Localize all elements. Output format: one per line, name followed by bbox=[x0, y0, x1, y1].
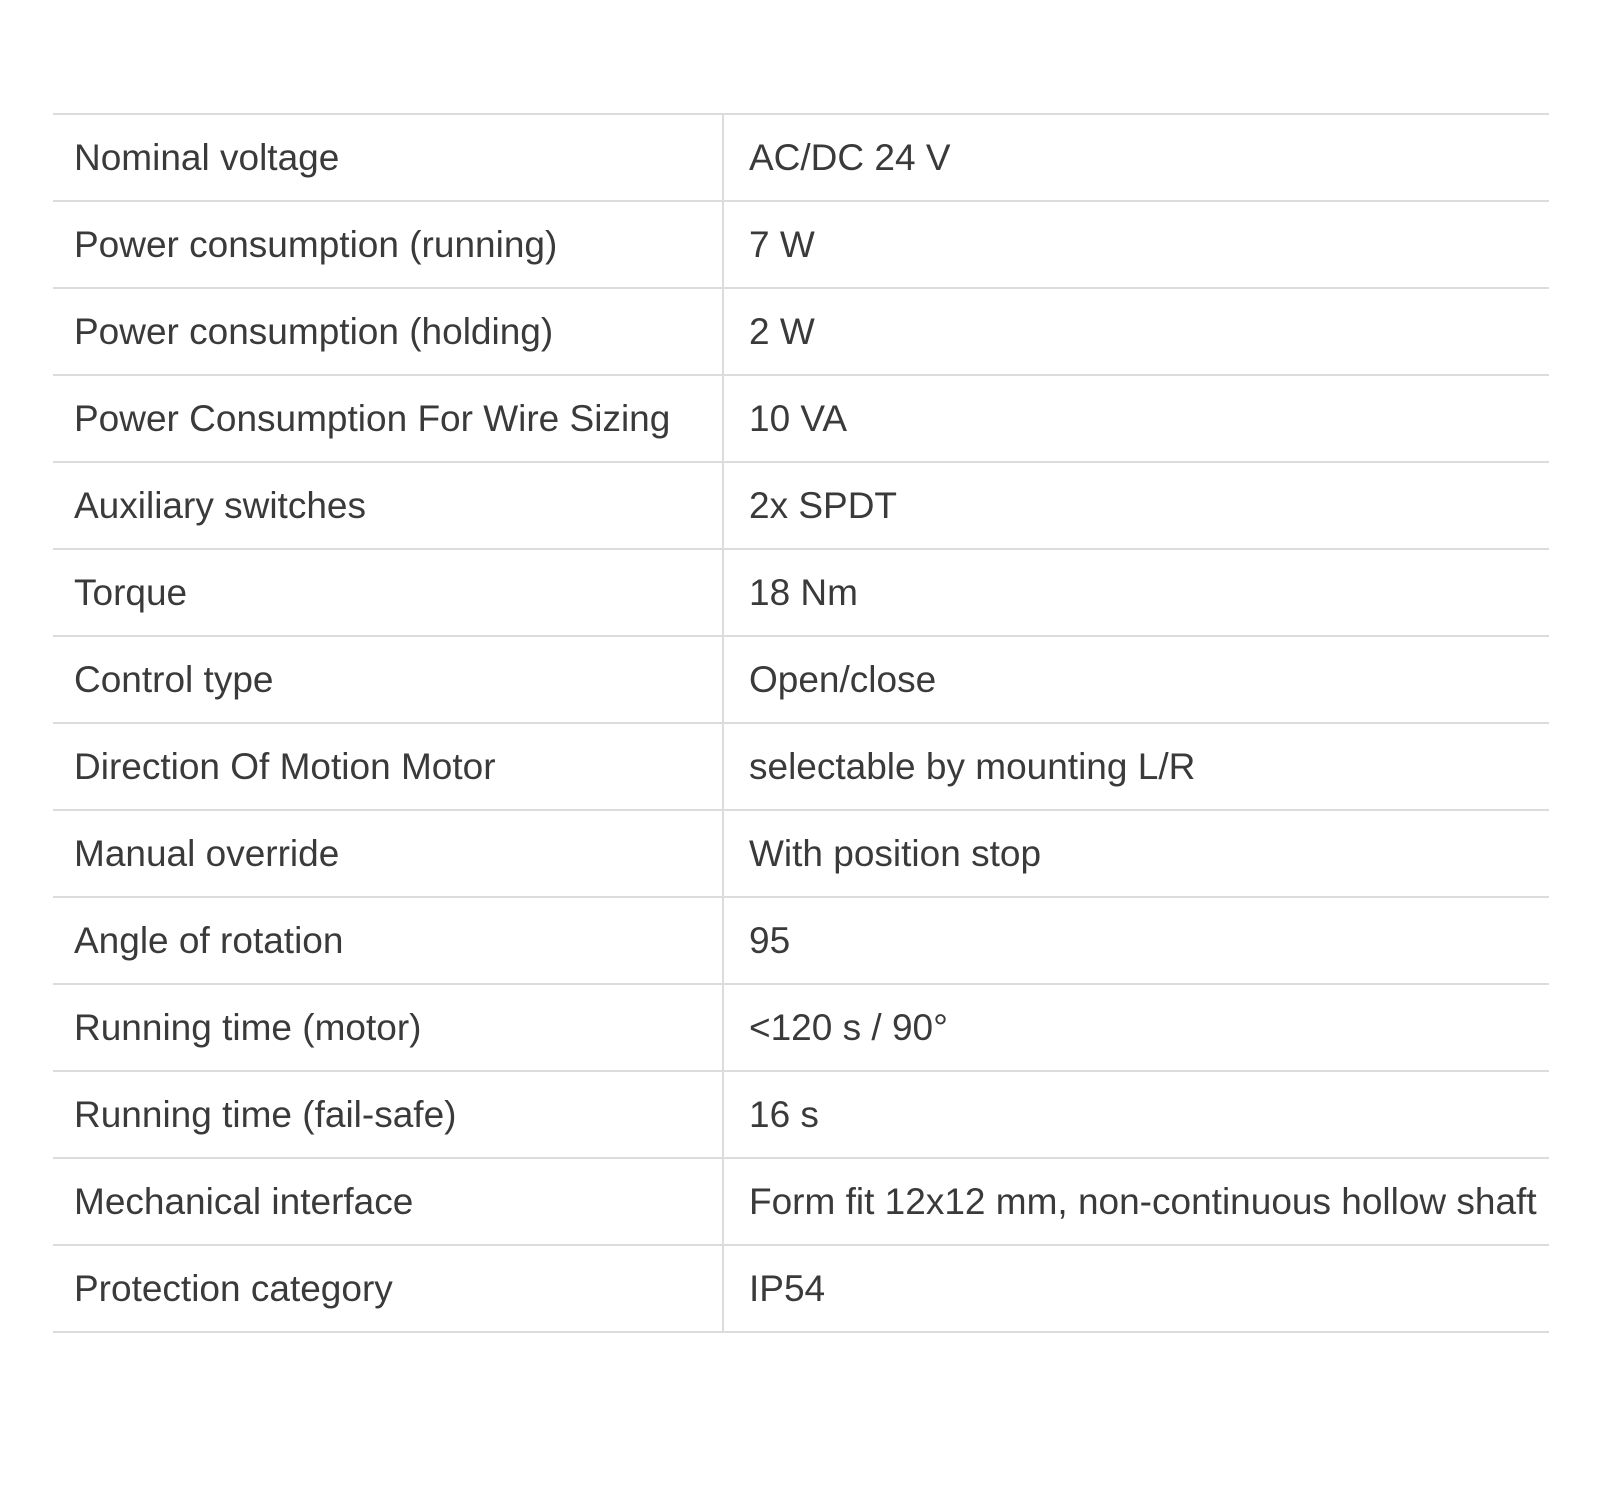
spec-label: Manual override bbox=[53, 811, 724, 896]
table-row bbox=[53, 811, 1549, 898]
spec-label: Power consumption (running) bbox=[53, 202, 724, 287]
spec-value: <120 s / 90° bbox=[749, 1007, 948, 1048]
spec-value: 18 Nm bbox=[749, 572, 858, 613]
spec-label: Protection category bbox=[53, 1246, 724, 1331]
spec-value: AC/DC 24 V bbox=[749, 137, 951, 178]
spec-label: Auxiliary switches bbox=[53, 463, 724, 548]
table-row bbox=[53, 1159, 1549, 1246]
spec-label: Running time (fail-safe) bbox=[53, 1072, 724, 1157]
spec-label: Torque bbox=[53, 550, 724, 635]
spec-value: Form fit 12x12 mm, non-continuous hollow shaft bbox=[749, 1181, 1537, 1222]
table-row bbox=[53, 202, 1549, 289]
spec-label: Mechanical interface bbox=[53, 1159, 724, 1244]
table-row bbox=[53, 985, 1549, 1072]
spec-label: Angle of rotation bbox=[53, 898, 724, 983]
spec-label: Power consumption (holding) bbox=[53, 289, 724, 374]
spec-value: Open/close bbox=[749, 659, 937, 700]
spec-label: Direction Of Motion Motor bbox=[53, 724, 724, 809]
table-row bbox=[53, 376, 1549, 463]
spec-label: Nominal voltage bbox=[53, 115, 724, 200]
spec-label: Control type bbox=[53, 637, 724, 722]
spec-value: 2x SPDT bbox=[749, 485, 898, 526]
spec-label: Running time (motor) bbox=[53, 985, 724, 1070]
spec-value: With position stop bbox=[749, 833, 1042, 874]
spec-value: 95 bbox=[749, 920, 791, 961]
spec-value: selectable by mounting L/R bbox=[749, 746, 1196, 787]
spec-value: 7 W bbox=[749, 224, 815, 265]
table-row bbox=[53, 637, 1549, 724]
table-row bbox=[53, 898, 1549, 985]
table-row bbox=[53, 724, 1549, 811]
spec-value: 16 s bbox=[749, 1094, 819, 1135]
table-row bbox=[53, 289, 1549, 376]
table-row bbox=[53, 1072, 1549, 1159]
spec-value: IP54 bbox=[749, 1268, 826, 1309]
table-row bbox=[53, 115, 1549, 202]
table-row bbox=[53, 550, 1549, 637]
spec-value: 10 VA bbox=[749, 398, 848, 439]
spec-value: 2 W bbox=[749, 311, 815, 352]
table-row bbox=[53, 1246, 1549, 1333]
table-row bbox=[53, 463, 1549, 550]
spec-label: Power Consumption For Wire Sizing bbox=[53, 376, 724, 461]
spec-table bbox=[53, 113, 1549, 1333]
